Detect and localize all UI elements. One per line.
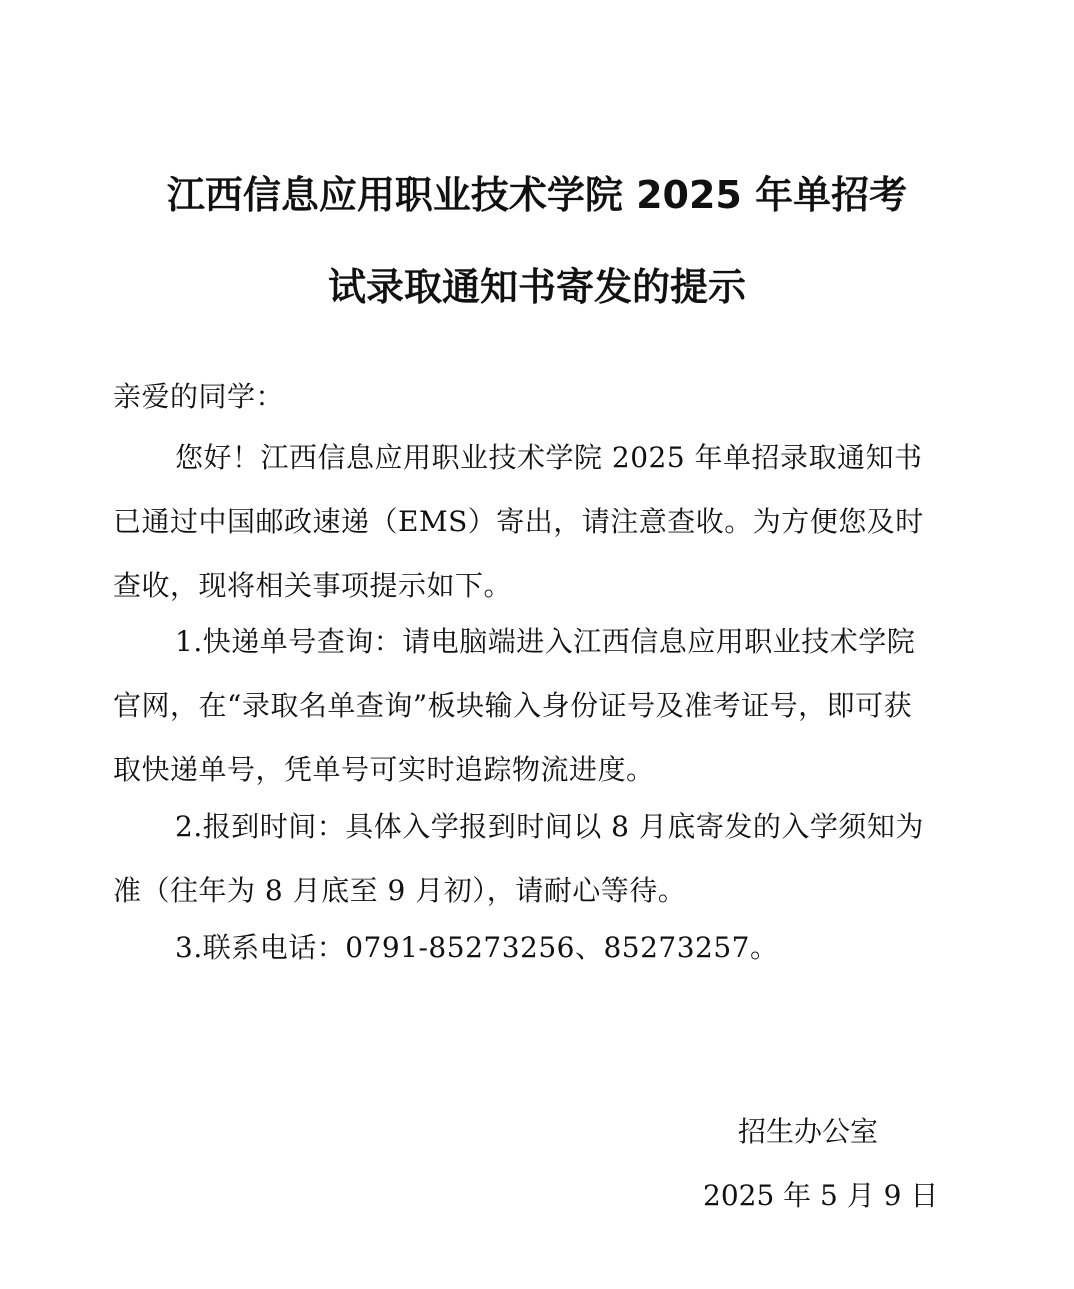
notice-title-line-2: 试录取通知书寄发的提示	[327, 265, 746, 309]
signature-office: 招生办公室	[738, 1115, 879, 1148]
salutation: 亲爱的同学：	[113, 380, 285, 413]
paragraph-tracking-number: 1.快递单号查询：请电脑端进入江西信息应用职业技术学院官网，在“录取名单查询”板块输入身份证号及准考证号，即可获取快递单号，凭单号可实时追踪物流进度。	[113, 625, 916, 786]
paragraph-greeting: 您好！江西信息应用职业技术学院 2025 年单招录取通知书已通过中国邮政速递（EMS）寄出，请注意查收。为方便您及时查收，现将相关事项提示如下。	[113, 441, 924, 602]
paragraph-contact-phone: 3.联系电话：0791-85273256、85273257。	[175, 931, 779, 964]
paragraph-registration-time: 2.报到时间：具体入学报到时间以 8 月底寄发的入学须知为准（往年为 8 月底至 9 月初），请耐心等待。	[113, 810, 924, 907]
signature-date: 2025 年 5 月 9 日	[703, 1179, 939, 1212]
notice-title-line-1: 江西信息应用职业技术学院 2025 年单招考	[166, 173, 908, 217]
